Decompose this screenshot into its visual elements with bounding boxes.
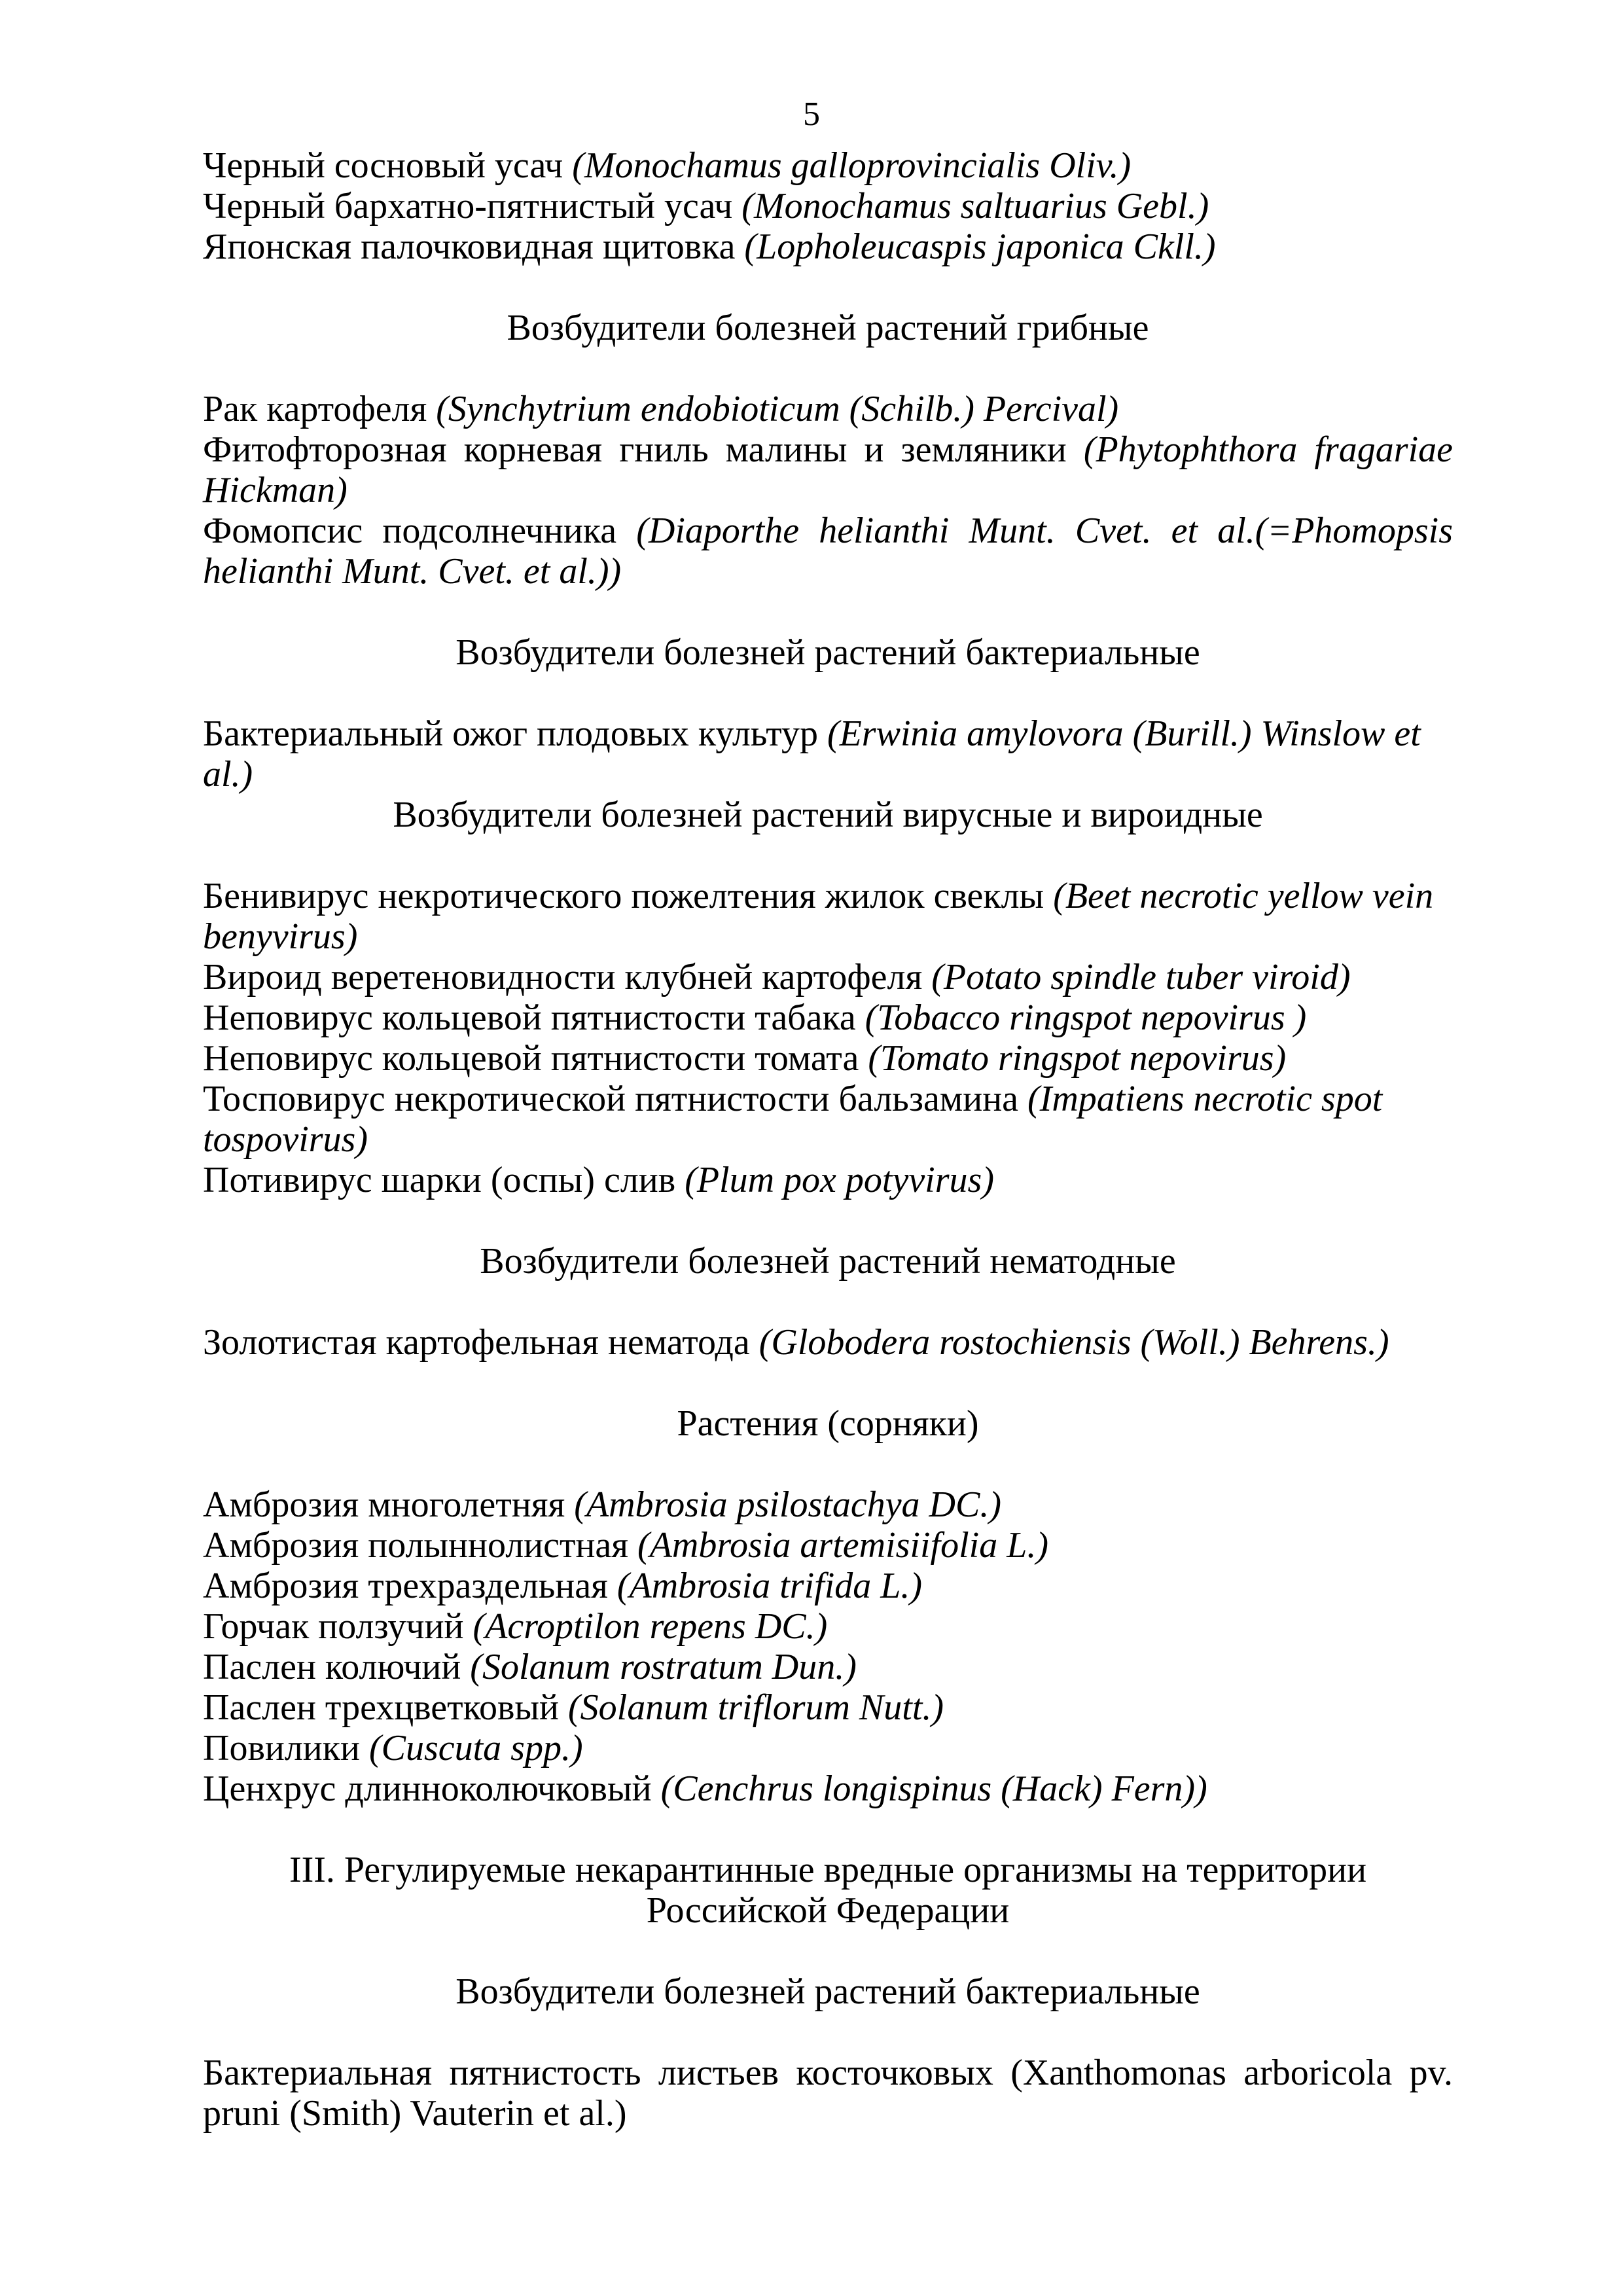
list-item xyxy=(203,389,1453,429)
list-item xyxy=(203,145,1453,186)
list-item xyxy=(203,1606,1453,1647)
common-name: Фитофторозная корневая гниль малины и земляники xyxy=(203,429,1067,470)
weeds-list xyxy=(203,1484,1453,1809)
scientific-name: (Phytophthora fragariae Hickman) xyxy=(203,429,1454,511)
common-name: Потивирус шарки (оспы) слив xyxy=(203,1160,676,1200)
common-name: Японская палочковидная щитовка xyxy=(203,226,736,267)
scientific-name: (Beet necrotic yellow vein benyvirus) xyxy=(203,876,1434,957)
list-item xyxy=(203,1079,1453,1160)
common-name: Паслен трехцветковый xyxy=(203,1687,560,1728)
section-heading-fungal: Возбудители болезней растений грибные xyxy=(507,308,1149,348)
scientific-name: (Ambrosia psilostachya DC.) xyxy=(574,1484,1001,1525)
common-name: Фомопсис подсолнечника xyxy=(203,511,617,551)
page-number: 5 xyxy=(803,96,820,133)
scientific-name: (Solanum triflorum Nutt.) xyxy=(568,1687,944,1728)
list-item xyxy=(203,1647,1453,1687)
common-name: Тосповирус некротической пятнистости бальзамина xyxy=(203,1079,1019,1119)
list-item xyxy=(203,1160,1453,1200)
list-item xyxy=(203,186,1453,226)
list-item xyxy=(203,997,1453,1038)
section-heading-bacterial: Возбудители болезней растений бактериальные xyxy=(455,632,1200,673)
list-item xyxy=(203,957,1453,997)
fungal-list xyxy=(203,389,1453,592)
section-3-title-line-1: III. Регулируемые некарантинные вредные организмы на территории xyxy=(289,1850,1367,1890)
section-heading-nematode: Возбудители болезней растений нематодные xyxy=(480,1241,1176,1282)
scientific-name: (Monochamus saltuarius Gebl.) xyxy=(741,186,1209,226)
list-item xyxy=(203,226,1453,267)
common-name: Амброзия полыннолистная xyxy=(203,1525,629,1566)
common-name: Бенивирус некротического пожелтения жилок свеклы xyxy=(203,876,1044,916)
section-heading-bacterial-rnqp: Возбудители болезней растений бактериальные xyxy=(455,1971,1200,2012)
common-name: Черный сосновый усач xyxy=(203,145,563,186)
scientific-name: (Erwinia amylovora (Burill.) Winslow et al.) xyxy=(203,713,1421,795)
scientific-name: (Cenchrus longispinus (Hack) Fern)) xyxy=(660,1768,1207,1809)
section-3-title-line-2: Российской Федерации xyxy=(646,1890,1010,1931)
scientific-name: (Globodera rostochiensis (Woll.) Behrens.) xyxy=(758,1322,1389,1363)
scientific-name: (Monochamus galloprovincialis Oliv.) xyxy=(572,145,1132,186)
common-name: Паслен колючий xyxy=(203,1647,461,1687)
nematode-list xyxy=(203,1322,1453,1363)
scientific-name: (Diaporthe helianthi Munt. Cvet. et al.(=Phomopsis helianthi Munt. Cvet. et al.)) xyxy=(203,511,1453,592)
common-name: Повилики xyxy=(203,1728,360,1768)
scientific-name: (Tomato ringspot nepovirus) xyxy=(868,1038,1287,1079)
common-name: Рак картофеля xyxy=(203,389,427,429)
list-item: Бактериальная пятнистость листьев косточковых (Xanthomonas arboricola pv. pruni (Smith) Vauterin et al.) xyxy=(203,2053,1453,2134)
list-item xyxy=(203,429,1453,511)
section-heading-weeds: Растения (сорняки) xyxy=(677,1403,979,1444)
insect-list xyxy=(203,145,1453,267)
scientific-name: (Acroptilon repens DC.) xyxy=(473,1606,828,1647)
list-item xyxy=(203,1038,1453,1079)
scientific-name: (Impatiens necrotic spot tospovirus) xyxy=(203,1079,1383,1160)
section-3-title xyxy=(203,1850,1453,1931)
common-name: Неповирус кольцевой пятнистости томата xyxy=(203,1038,859,1079)
document-body xyxy=(203,145,1453,2134)
common-name: Горчак ползучий xyxy=(203,1606,464,1647)
scientific-name: (Plum pox potyvirus) xyxy=(685,1160,994,1200)
scientific-name: (Cuscuta spp.) xyxy=(368,1728,583,1768)
list-item xyxy=(203,1525,1453,1566)
list-item xyxy=(203,1728,1453,1768)
common-name: Золотистая картофельная нематода xyxy=(203,1322,750,1363)
list-item xyxy=(203,1687,1453,1728)
common-name: Амброзия трехраздельная xyxy=(203,1566,608,1606)
list-item xyxy=(203,876,1453,957)
scientific-name: (Tobacco ringspot nepovirus ) xyxy=(865,997,1307,1038)
bacterial-list xyxy=(203,713,1453,795)
section-heading-viral: Возбудители болезней растений вирусные и вироидные xyxy=(393,795,1263,835)
common-name: Неповирус кольцевой пятнистости табака xyxy=(203,997,856,1038)
scientific-name: (Solanum rostratum Dun.) xyxy=(470,1647,857,1687)
list-item xyxy=(203,511,1453,592)
common-name: Ценхрус длинноколючковый xyxy=(203,1768,652,1809)
list-item xyxy=(203,1322,1453,1363)
scientific-name: (Ambrosia artemisiifolia L.) xyxy=(637,1525,1048,1566)
scientific-name: (Potato spindle tuber viroid) xyxy=(931,957,1351,997)
common-name: Бактериальный ожог плодовых культур xyxy=(203,713,818,754)
scientific-name: (Synchytrium endobioticum (Schilb.) Percival) xyxy=(436,389,1119,429)
scientific-name: (Ambrosia trifida L.) xyxy=(616,1566,923,1606)
list-item xyxy=(203,1768,1453,1809)
scientific-name: (Lopholeucaspis japonica Ckll.) xyxy=(744,226,1216,267)
list-item xyxy=(203,1484,1453,1525)
common-name: Вироид веретеновидности клубней картофеля xyxy=(203,957,923,997)
common-name: Амброзия многолетняя xyxy=(203,1484,565,1525)
list-item xyxy=(203,1566,1453,1606)
viral-list xyxy=(203,876,1453,1200)
list-item xyxy=(203,713,1453,795)
common-name: Черный бархатно-пятнистый усач xyxy=(203,186,733,226)
